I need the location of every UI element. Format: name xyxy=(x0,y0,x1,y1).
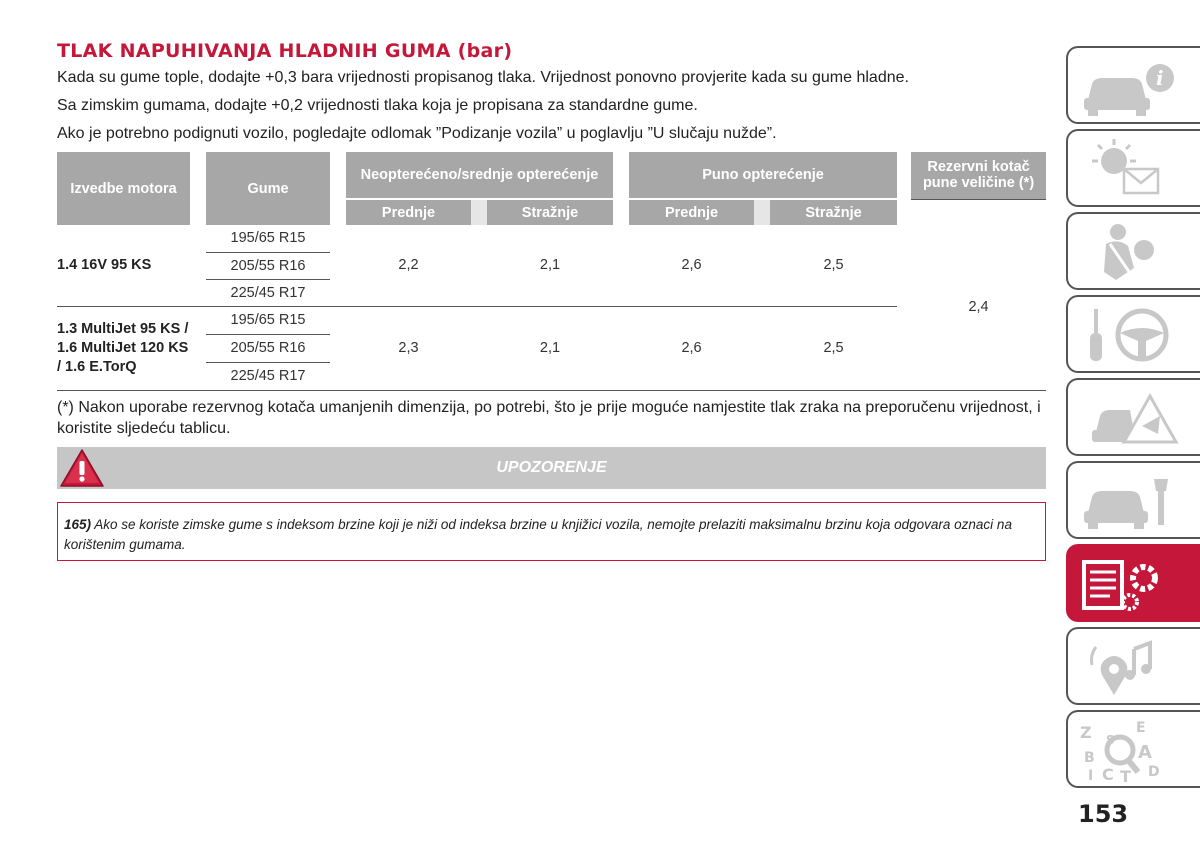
header-full-load: Puno opterećenje xyxy=(629,152,897,199)
index-letter: Z xyxy=(1080,723,1092,742)
value-cell: 2,3 xyxy=(346,306,471,390)
technical-data-icon xyxy=(1080,552,1190,616)
value-cell: 2,6 xyxy=(629,306,754,390)
footnote: (*) Nakon uporabe rezervnog kotača umanjenih dimenzija, po potrebi, što je prije moguće namjestite tlak zraka na preporučenu vrijednost, i koristite sljedeću tablicu. xyxy=(57,399,1041,437)
header-unladen-front: Prednje xyxy=(346,199,471,225)
svg-text:i: i xyxy=(1156,66,1164,90)
car-maintenance-icon xyxy=(1080,469,1190,533)
tyre-size-cell: 225/45 R17 xyxy=(206,279,330,306)
page-title: TLAK NAPUHIVANJA HLADNIH GUMA (bar) xyxy=(57,40,513,62)
value-cell: 2,1 xyxy=(487,225,613,306)
index-letter: S xyxy=(1106,733,1115,747)
tyre-size-cell: 195/65 R15 xyxy=(206,225,330,252)
index-letter: C xyxy=(1102,765,1114,782)
warning-header xyxy=(57,447,1046,489)
tab-safety[interactable] xyxy=(1066,212,1200,290)
tab-technical-data[interactable] xyxy=(1066,544,1200,622)
tab-maintenance[interactable] xyxy=(1066,461,1200,539)
warning-label: UPOZORENJE xyxy=(496,459,607,476)
warning-text xyxy=(64,515,1034,555)
index-letter: I xyxy=(1088,768,1094,782)
key-steering-icon xyxy=(1080,303,1190,367)
warning-body: Ako se koriste zimske gume s indeksom brzine koji je niži od indeksa brzine u knjižici vozila, nemojte prelaziti maksimalnu brzinu koja odgovara oznaci na korištenim gumama. xyxy=(64,517,1012,552)
table-row xyxy=(57,225,1046,252)
tab-emergency[interactable] xyxy=(1066,378,1200,456)
warning-box xyxy=(57,502,1046,561)
header-unladen-rear: Stražnje xyxy=(487,199,613,225)
car-info-icon xyxy=(1080,54,1190,118)
tyre-size-cell: 225/45 R17 xyxy=(206,362,330,390)
header-full-front: Prednje xyxy=(629,199,754,225)
engine-cell: 1.4 16V 95 KS xyxy=(57,225,190,306)
tab-lights-messages[interactable] xyxy=(1066,129,1200,207)
value-cell: 2,5 xyxy=(770,225,897,306)
value-cell: 2,6 xyxy=(629,225,754,306)
paragraph-lifting: Ako je potrebno podignuti vozilo, pogledajte odlomak ”Podizanje vozila” u poglavlju ”U slučaju nužde”. xyxy=(57,125,777,142)
index-search-icon xyxy=(1080,718,1190,782)
index-letter: E xyxy=(1136,720,1146,736)
safety-airbag-icon xyxy=(1080,220,1190,284)
lights-message-icon xyxy=(1080,137,1190,201)
page-number: 153 xyxy=(1078,800,1129,828)
paragraph-winter-tyres: Sa zimskim gumama, dodajte +0,2 vrijednosti tlaka koja je propisana za standardne gume. xyxy=(57,97,698,114)
header-unladen: Neopterećeno/srednje opterećenje xyxy=(346,152,613,199)
index-letter: T xyxy=(1120,767,1131,782)
header-full-rear: Stražnje xyxy=(770,199,897,225)
value-cell: 2,1 xyxy=(487,306,613,390)
index-letter: B xyxy=(1084,750,1095,766)
tab-key-steering[interactable] xyxy=(1066,295,1200,373)
tab-index[interactable] xyxy=(1066,710,1200,788)
tyre-size-cell: 205/55 R16 xyxy=(206,252,330,279)
spare-value-cell: 2,4 xyxy=(911,225,1046,390)
engine-cell: 1.3 MultiJet 95 KS / 1.6 MultiJet 120 KS / 1.6 E.TorQ xyxy=(57,306,190,390)
emergency-triangle-icon xyxy=(1080,386,1190,450)
index-letter: A xyxy=(1138,742,1152,763)
tyre-size-cell: 195/65 R15 xyxy=(206,306,330,334)
header-engine: Izvedbe motora xyxy=(57,152,190,225)
value-cell: 2,2 xyxy=(346,225,471,306)
index-letter: D xyxy=(1148,764,1160,780)
warning-ref: 165) xyxy=(64,517,92,532)
tab-multimedia[interactable] xyxy=(1066,627,1200,705)
multimedia-icon xyxy=(1080,635,1190,699)
header-spare-wheel: Rezervni kotač pune veličine (*) xyxy=(911,152,1046,199)
tab-car-info[interactable] xyxy=(1066,46,1200,124)
tyre-size-cell: 205/55 R16 xyxy=(206,334,330,362)
tyre-pressure-table xyxy=(57,152,1046,391)
header-tyres: Gume xyxy=(206,152,330,225)
paragraph-warm-tyres: Kada su gume tople, dodajte +0,3 bara vrijednosti propisanog tlaka. Vrijednost ponovno provjerite kada su gume hladne. xyxy=(57,69,909,86)
value-cell: 2,5 xyxy=(770,306,897,390)
